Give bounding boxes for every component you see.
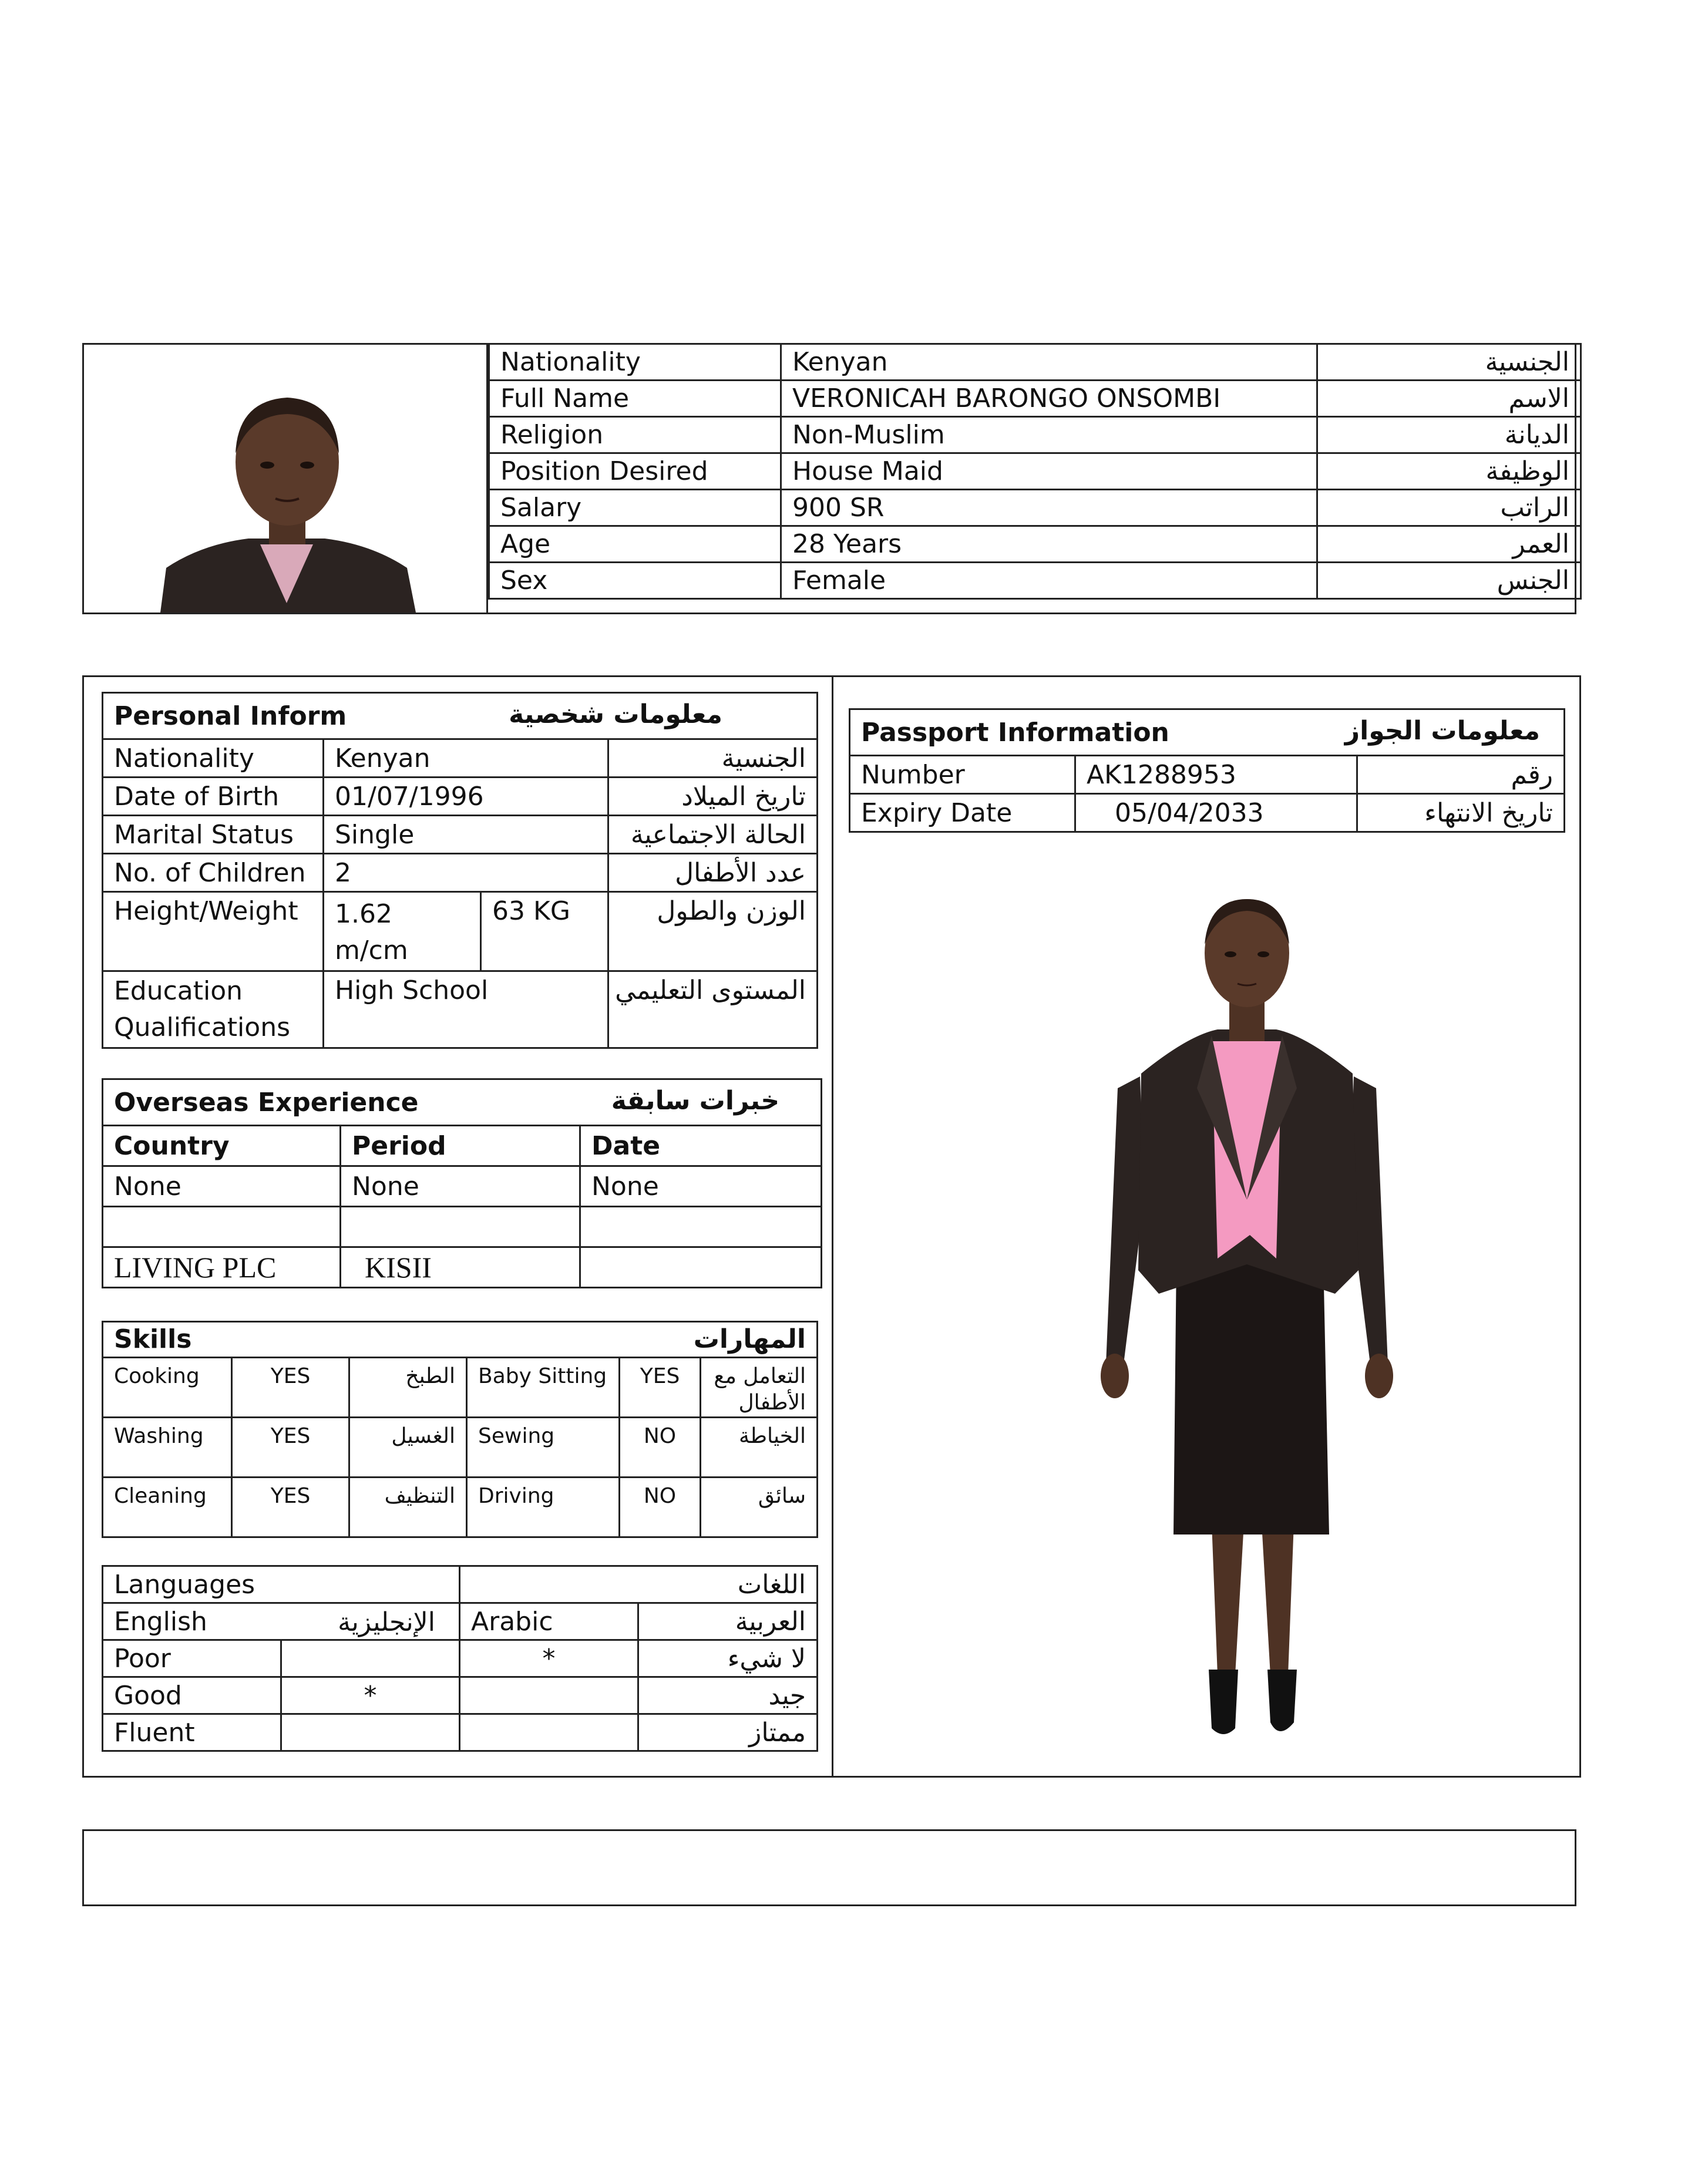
education-value: High School	[324, 971, 608, 1048]
dob-label-ar: تاريخ الميلاد	[608, 778, 818, 816]
expiry-label: Expiry Date	[850, 794, 1075, 832]
passport-title-ar: معلومات الجواز	[1344, 716, 1541, 746]
skills-row	[103, 1418, 818, 1478]
personal-row-height-weight	[103, 892, 818, 971]
skill-name-ar: التنظيف	[349, 1478, 467, 1537]
overseas-row	[103, 1207, 822, 1247]
english-level-mark	[281, 1640, 460, 1677]
level-label-ar: جيد	[638, 1677, 818, 1714]
arabic-label-ar: العربية	[638, 1603, 818, 1640]
period-cell: KISII	[341, 1247, 580, 1288]
summary-value: Female	[781, 563, 1317, 599]
level-label-ar: ممتاز	[638, 1714, 818, 1751]
skill-name: Cleaning	[103, 1478, 232, 1537]
skill-value: NO	[620, 1418, 701, 1478]
english-level-mark	[281, 1714, 460, 1751]
level-label: Good	[103, 1677, 281, 1714]
summary-value: 900 SR	[781, 490, 1317, 526]
education-label-line1: Education	[114, 976, 243, 1007]
passport-info-table	[849, 708, 1565, 833]
personal-info-table	[102, 692, 818, 1049]
date-cell	[580, 1207, 822, 1247]
skill-name: Cooking	[103, 1358, 232, 1418]
summary-row	[489, 453, 1581, 490]
arabic-level-mark	[460, 1714, 638, 1751]
skill-value: YES	[620, 1358, 701, 1418]
arabic-label: Arabic	[460, 1603, 638, 1640]
passport-title: Passport Information	[861, 717, 1169, 748]
skill-value: NO	[620, 1478, 701, 1537]
details-section	[82, 675, 1581, 1778]
skill-name-ar: التعامل مع الأطفال	[701, 1358, 818, 1418]
personal-row-children	[103, 854, 818, 892]
personal-row-marital	[103, 816, 818, 854]
arabic-level-mark	[460, 1677, 638, 1714]
marital-value: Single	[324, 816, 608, 854]
overseas-title: Overseas Experience	[114, 1087, 419, 1118]
summary-row	[489, 344, 1581, 381]
country-cell: LIVING PLC	[103, 1247, 341, 1288]
height-value-line1: 1.62	[335, 899, 392, 929]
english-level-mark: *	[281, 1677, 460, 1714]
children-value: 2	[324, 854, 608, 892]
summary-value: VERONICAH BARONGO ONSOMBI	[781, 381, 1317, 417]
headshot-photo	[84, 345, 488, 613]
height-weight-label-ar: الوزن والطول	[608, 892, 818, 971]
skills-row	[103, 1358, 818, 1418]
summary-row	[489, 526, 1581, 563]
skill-name-ar: الطبخ	[349, 1358, 467, 1418]
height-value-line2: m/cm	[335, 935, 408, 965]
language-level-row	[103, 1640, 818, 1677]
date-cell: None	[580, 1166, 822, 1207]
skills-row	[103, 1478, 818, 1537]
marital-label-ar: الحالة الاجتماعية	[608, 816, 818, 854]
level-label-ar: لا شيء	[638, 1640, 818, 1677]
summary-label: Position Desired	[489, 453, 781, 490]
level-label: Fluent	[103, 1714, 281, 1751]
country-cell: None	[103, 1166, 341, 1207]
skill-name: Washing	[103, 1418, 232, 1478]
skills-title: Skills	[103, 1322, 467, 1358]
full-body-photo	[1041, 894, 1452, 1740]
notes-box	[82, 1829, 1576, 1906]
summary-label: Age	[489, 526, 781, 563]
overseas-header	[103, 1079, 822, 1126]
period-cell: None	[341, 1166, 580, 1207]
skills-title-ar: المهارات	[467, 1322, 818, 1358]
passport-row-number	[850, 756, 1565, 794]
summary-label-ar: الوظيفة	[1317, 453, 1581, 490]
arabic-level-mark: *	[460, 1640, 638, 1677]
children-label: No. of Children	[103, 854, 324, 892]
nationality-label: Nationality	[103, 739, 324, 778]
marital-label: Marital Status	[103, 816, 324, 854]
summary-label-ar: الراتب	[1317, 490, 1581, 526]
country-header: Country	[103, 1126, 341, 1166]
summary-label: Nationality	[489, 344, 781, 381]
passport-row-expiry	[850, 794, 1565, 832]
english-label-ar: الإنجليزية	[338, 1607, 436, 1637]
languages-title-ar: اللغات	[460, 1566, 818, 1603]
personal-info-header	[103, 693, 818, 739]
summary-label: Full Name	[489, 381, 781, 417]
height-weight-label: Height/Weight	[103, 892, 324, 971]
nationality-value: Kenyan	[324, 739, 608, 778]
overseas-title-ar: خبرات سابقة	[611, 1086, 780, 1116]
passport-number-value: AK1288953	[1075, 756, 1357, 794]
expiry-value: 05/04/2033	[1075, 794, 1357, 832]
languages-names-row	[103, 1603, 818, 1640]
children-label-ar: عدد الأطفال	[608, 854, 818, 892]
skill-value: YES	[232, 1418, 349, 1478]
skill-name: Sewing	[467, 1418, 620, 1478]
languages-table	[102, 1565, 818, 1752]
skill-name-ar: الخياطة	[701, 1418, 818, 1478]
headshot-image	[84, 345, 488, 613]
personal-row-dob	[103, 778, 818, 816]
personal-row-nationality	[103, 739, 818, 778]
summary-value: 28 Years	[781, 526, 1317, 563]
period-header: Period	[341, 1126, 580, 1166]
date-cell	[580, 1247, 822, 1288]
education-label	[103, 971, 324, 1048]
summary-label: Salary	[489, 490, 781, 526]
height-value	[324, 892, 481, 971]
summary-label-ar: الاسم	[1317, 381, 1581, 417]
summary-value: Kenyan	[781, 344, 1317, 381]
personal-row-education	[103, 971, 818, 1048]
skill-value: YES	[232, 1478, 349, 1537]
passport-number-label-ar: رقم	[1357, 756, 1565, 794]
passport-number-label: Number	[850, 756, 1075, 794]
skill-name-ar: سائق	[701, 1478, 818, 1537]
date-header: Date	[580, 1126, 822, 1166]
nationality-label-ar: الجنسية	[608, 739, 818, 778]
summary-table	[488, 343, 1582, 600]
overseas-row	[103, 1166, 822, 1207]
overseas-experience-table	[102, 1078, 822, 1288]
country-cell	[103, 1207, 341, 1247]
summary-row	[489, 381, 1581, 417]
summary-row	[489, 490, 1581, 526]
weight-value: 63 KG	[481, 892, 608, 971]
summary-label-ar: العمر	[1317, 526, 1581, 563]
skill-name: Driving	[467, 1478, 620, 1537]
passport-header	[850, 709, 1565, 756]
summary-row	[489, 417, 1581, 453]
period-cell	[341, 1207, 580, 1247]
overseas-column-headers	[103, 1126, 822, 1166]
language-level-row	[103, 1677, 818, 1714]
summary-value: Non-Muslim	[781, 417, 1317, 453]
skills-table	[102, 1321, 818, 1538]
personal-info-title: Personal Inform	[114, 701, 347, 731]
dob-label: Date of Birth	[103, 778, 324, 816]
summary-value: House Maid	[781, 453, 1317, 490]
overseas-row	[103, 1247, 822, 1288]
language-level-row	[103, 1714, 818, 1751]
skill-name: Baby Sitting	[467, 1358, 620, 1418]
skills-header	[103, 1322, 818, 1358]
summary-label-ar: الجنسية	[1317, 344, 1581, 381]
english-label: English	[114, 1606, 207, 1637]
dob-value: 01/07/1996	[324, 778, 608, 816]
summary-label-ar: الجنس	[1317, 563, 1581, 599]
full-body-image	[1041, 894, 1452, 1740]
personal-info-title-ar: معلومات شخصية	[509, 699, 722, 729]
column-divider	[832, 677, 833, 1776]
skill-value: YES	[232, 1358, 349, 1418]
summary-section	[82, 343, 1576, 614]
summary-label: Sex	[489, 563, 781, 599]
education-label-line2: Qualifications	[114, 1012, 291, 1042]
summary-label-ar: الديانة	[1317, 417, 1581, 453]
expiry-label-ar: تاريخ الانتهاء	[1357, 794, 1565, 832]
level-label: Poor	[103, 1640, 281, 1677]
languages-title: Languages	[103, 1566, 460, 1603]
summary-label: Religion	[489, 417, 781, 453]
education-label-ar: المستوى التعليمي	[608, 971, 818, 1048]
languages-header	[103, 1566, 818, 1603]
summary-row	[489, 563, 1581, 599]
skill-name-ar: الغسيل	[349, 1418, 467, 1478]
